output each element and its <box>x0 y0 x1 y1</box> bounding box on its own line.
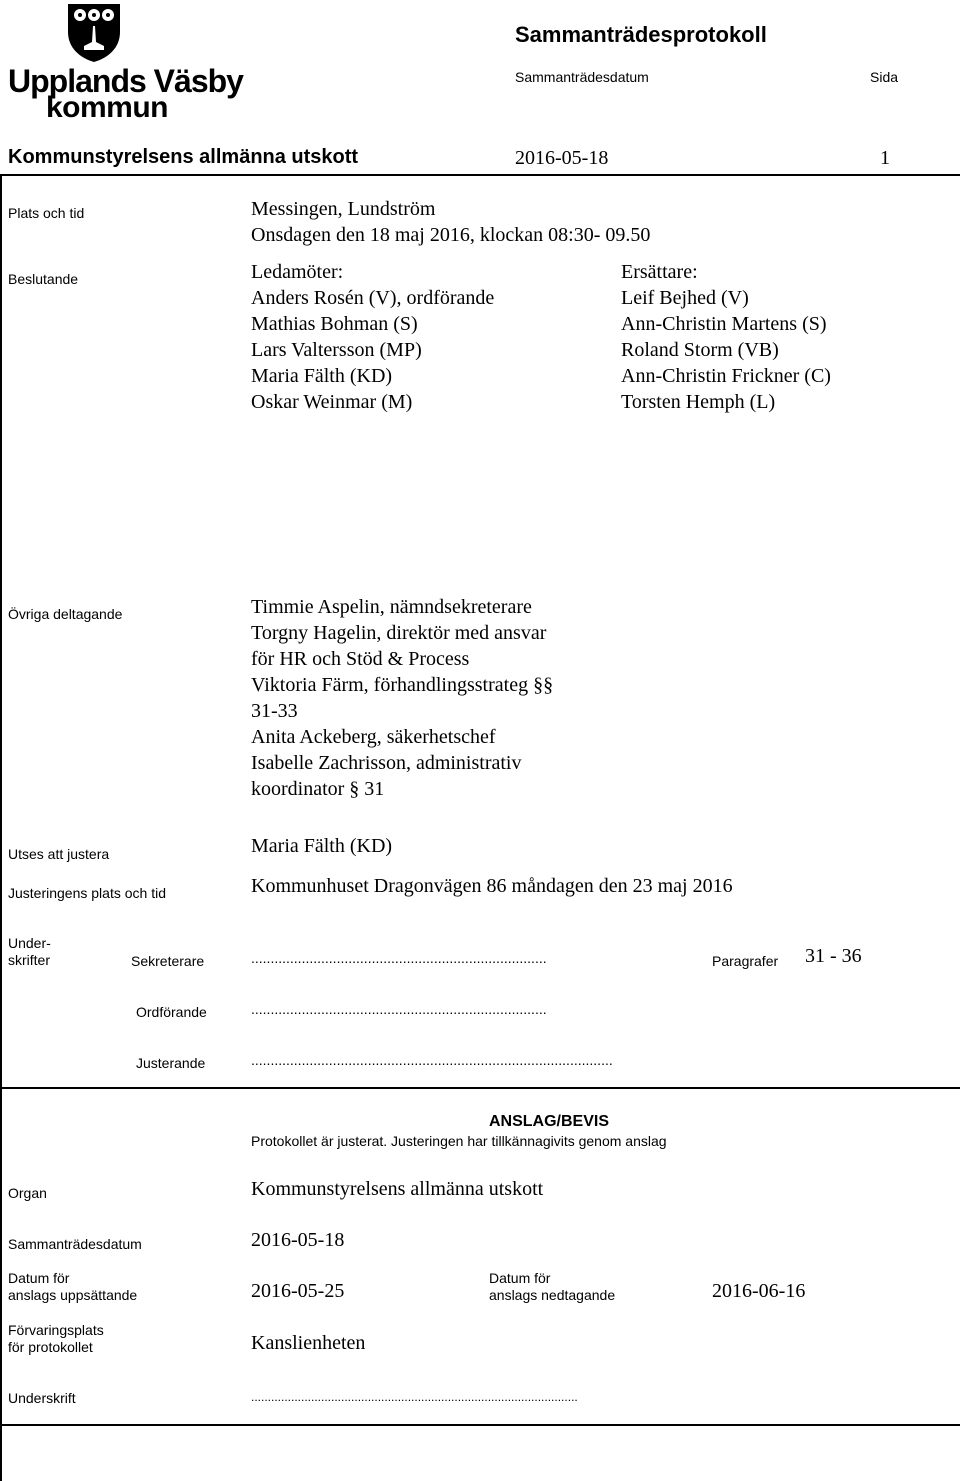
substitutes-list <box>621 259 831 415</box>
member-item: Mathias Bohman (S) <box>251 313 418 335</box>
substitute-item: Ann-Christin Frickner (C) <box>621 365 831 387</box>
chair-signature-line: ............................................................................ <box>251 1001 547 1017</box>
members-list <box>251 259 494 415</box>
signature-line: .................................................................................................. <box>251 1390 578 1404</box>
member-item: Oskar Weinmar (M) <box>251 391 413 413</box>
posted-date-value: 2016-05-25 <box>251 1280 345 1302</box>
header-page-label: Sida <box>870 69 899 85</box>
substitute-item: Torsten Hemph (L) <box>621 391 776 413</box>
place-line: Messingen, Lundström <box>251 198 436 220</box>
participant-line: Timmie Aspelin, nämndsekreterare <box>251 596 532 618</box>
storage-label-line2: för protokollet <box>8 1339 93 1355</box>
signatures-label <box>8 935 51 969</box>
adjuster-value: Maria Fälth (KD) <box>251 835 393 857</box>
logo-name: Upplands Väsby <box>8 63 243 99</box>
secretary-label: Sekreterare <box>131 953 205 969</box>
organ-value: Kommunstyrelsens allmänna utskott <box>251 1178 544 1200</box>
adjuster-signature-line: ............................................................................................. <box>251 1052 613 1068</box>
substitutes-heading: Ersättare: <box>621 261 698 283</box>
paragraphs-label: Paragrafer <box>712 953 779 969</box>
posted-date-label <box>8 1270 137 1304</box>
notice-subtitle: Protokollet är justerat. Justeringen har tillkännagivits genom anslag <box>251 1133 667 1149</box>
logo-kommun: kommun <box>46 91 169 124</box>
notice-bottom-border <box>0 1424 960 1426</box>
time-line: Onsdagen den 18 maj 2016, klockan 08:30- 09.50 <box>251 224 651 246</box>
storage-label <box>8 1322 104 1356</box>
substitute-item: Leif Bejhed (V) <box>621 287 749 309</box>
adjuster-sign-label: Justerande <box>136 1055 206 1071</box>
committee-name: Kommunstyrelsens allmänna utskott <box>8 146 359 168</box>
participant-line: Viktoria Färm, förhandlingsstrateg §§ <box>251 674 554 696</box>
participant-line: för HR och Stöd & Process <box>251 648 470 670</box>
participant-line: 31-33 <box>251 700 298 722</box>
removed-date-label-line1: Datum för <box>489 1270 551 1286</box>
organ-label: Organ <box>8 1185 47 1201</box>
left-border-bottom <box>0 1087 2 1481</box>
members-heading: Ledamöter: <box>251 261 344 283</box>
notice-title: ANSLAG/BEVIS <box>489 1113 610 1130</box>
meeting-date: 2016-05-18 <box>515 147 609 169</box>
posted-date-label-line2: anslags uppsättande <box>8 1287 138 1303</box>
signatures-label-line2: skrifter <box>8 952 50 968</box>
place-value <box>251 196 650 248</box>
member-item: Lars Valtersson (MP) <box>251 339 422 361</box>
participant-line: Anita Ackeberg, säkerhetschef <box>251 726 496 748</box>
secretary-signature-line: ............................................................................ <box>251 950 547 966</box>
storage-value: Kanslienheten <box>251 1332 366 1354</box>
removed-date-value: 2016-06-16 <box>712 1280 806 1302</box>
adjustment-place-label: Justeringens plats och tid <box>8 885 166 901</box>
notice-date-value: 2016-05-18 <box>251 1229 345 1251</box>
removed-date-label <box>489 1270 615 1304</box>
substitute-item: Roland Storm (VB) <box>621 339 779 361</box>
other-participants-list <box>251 594 553 802</box>
other-participants-label: Övriga deltagande <box>8 606 123 622</box>
signature-label: Underskrift <box>8 1390 76 1406</box>
participant-line: koordinator § 31 <box>251 778 385 800</box>
posted-date-label-line1: Datum för <box>8 1270 70 1286</box>
left-border-top <box>0 174 2 1088</box>
decision-makers-label: Beslutande <box>8 271 79 287</box>
notice-top-border <box>0 1087 960 1089</box>
header-divider <box>0 174 960 176</box>
substitute-item: Ann-Christin Martens (S) <box>621 313 827 335</box>
adjuster-label: Utses att justera <box>8 846 110 862</box>
header-date-label: Sammanträdesdatum <box>515 69 649 85</box>
notice-date-label: Sammanträdesdatum <box>8 1236 142 1252</box>
participant-line: Isabelle Zachrisson, administrativ <box>251 752 522 774</box>
chair-label: Ordförande <box>136 1004 207 1020</box>
page-number: 1 <box>880 147 890 169</box>
participant-line: Torgny Hagelin, direktör med ansvar <box>251 622 547 644</box>
paragraphs-value: 31 - 36 <box>805 945 862 967</box>
member-item: Maria Fälth (KD) <box>251 365 393 387</box>
storage-label-line1: Förvaringsplats <box>8 1322 104 1338</box>
document-type: Sammanträdesprotokoll <box>515 22 767 47</box>
coat-of-arms-icon <box>66 2 122 64</box>
place-label: Plats och tid <box>8 205 85 221</box>
adjustment-place-value: Kommunhuset Dragonvägen 86 måndagen den 23 maj 2016 <box>251 875 733 897</box>
member-item: Anders Rosén (V), ordförande <box>251 287 495 309</box>
signatures-label-line1: Under- <box>8 935 51 951</box>
removed-date-label-line2: anslags nedtagande <box>489 1287 616 1303</box>
